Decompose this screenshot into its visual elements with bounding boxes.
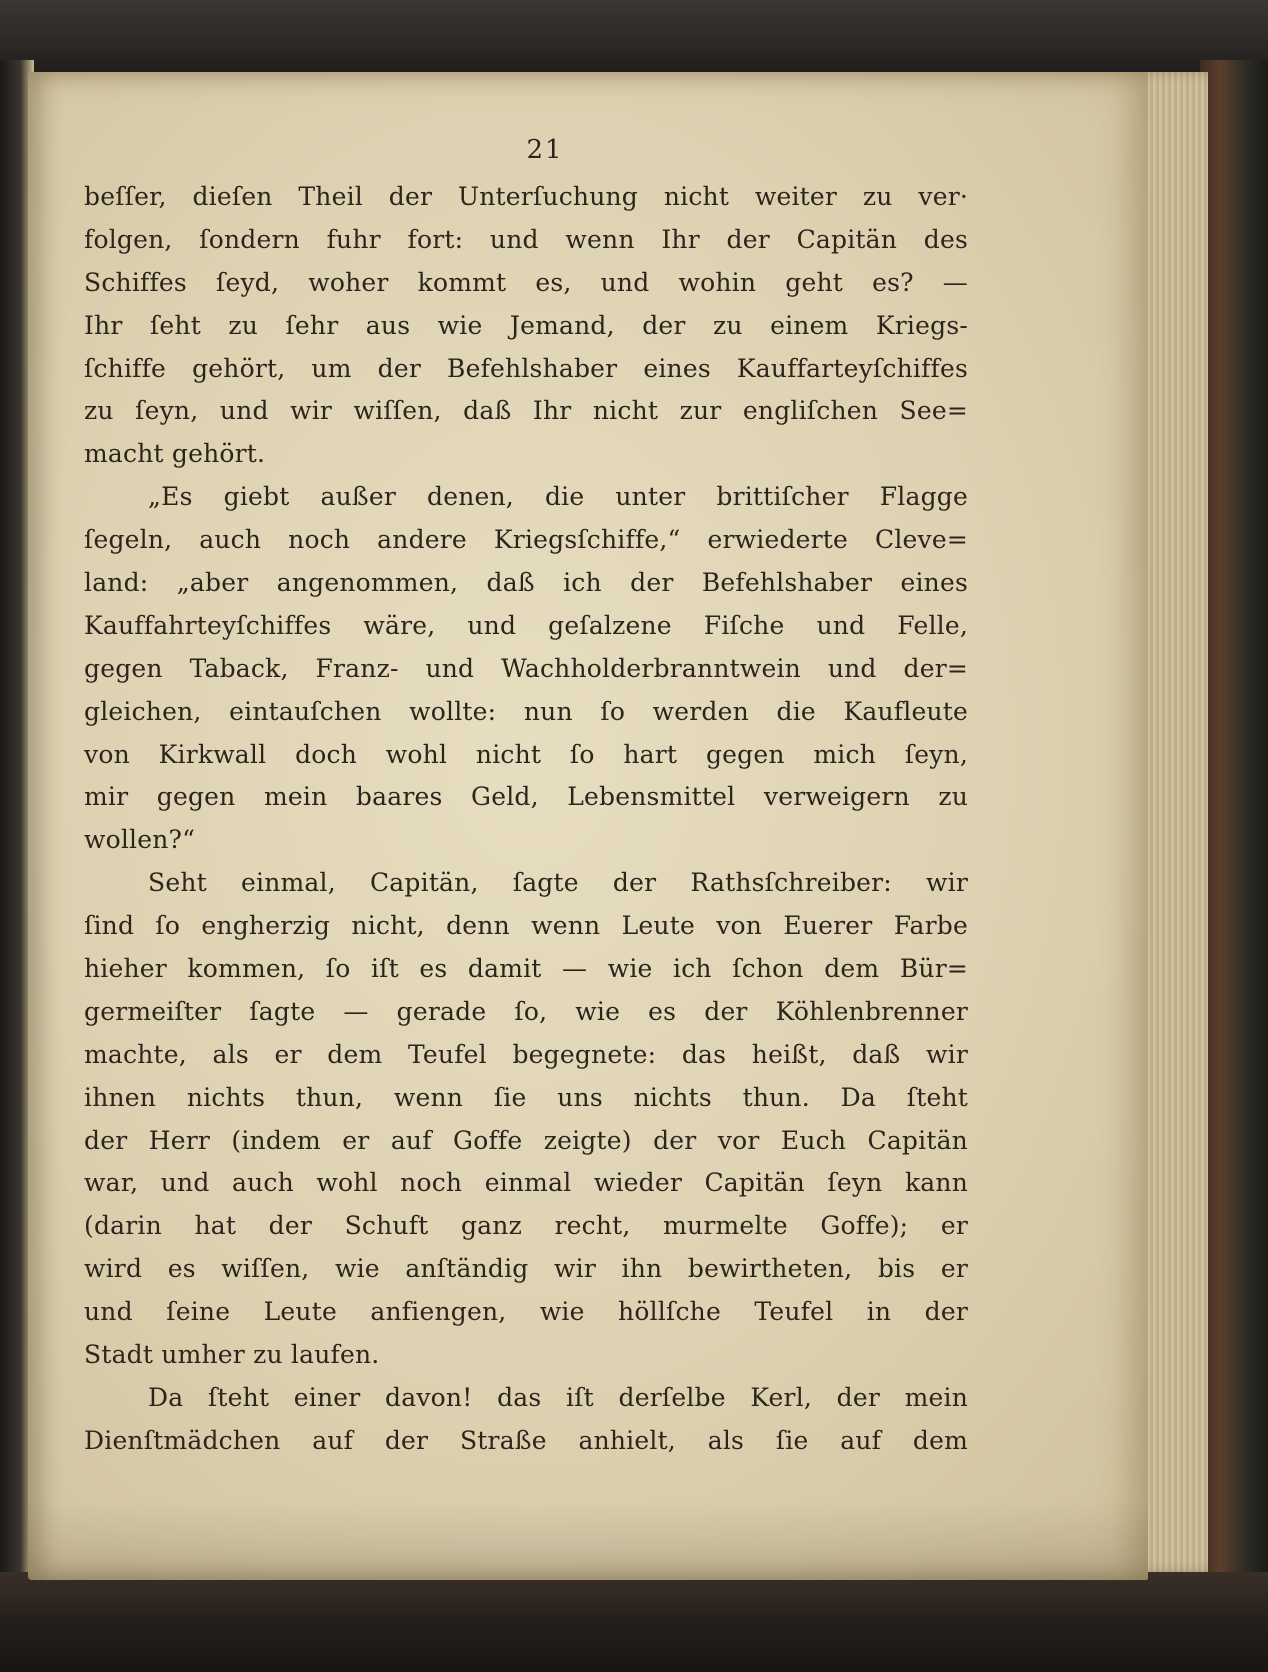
text-line: ihnen nichts thun, wenn ſie uns nichts thun. Da ſteht	[84, 1082, 968, 1112]
text-line: Ihr ſeht zu ſehr aus wie Jemand, der zu einem Kriegs-	[84, 310, 968, 340]
text-line: der Herr (indem er auf Goffe zeigte) der vor Euch Capitän	[84, 1125, 968, 1155]
page-number: 21	[526, 135, 564, 165]
text-line: war, und auch wohl noch einmal wieder Capitän ſeyn kann	[84, 1168, 968, 1198]
text-line: Stadt umher zu laufen.	[84, 1340, 380, 1370]
text-line: ſchiffe gehört, um der Befehlshaber eines Kauffarteyſchiffes	[84, 353, 968, 383]
text-line: zu ſeyn, und wir wiſſen, daß Ihr nicht zur engliſchen See=	[84, 396, 968, 426]
book-cover-bottom	[0, 1572, 1268, 1672]
book-cover-top	[0, 0, 1268, 80]
text-line: germeiſter ſagte — gerade ſo, wie es der Köhlenbrenner	[84, 996, 968, 1026]
text-line: ſegeln, auch noch andere Kriegsſchiffe,“ erwiederte Cleve=	[84, 525, 968, 555]
text-line: „Es giebt außer denen, die unter brittiſcher Flagge	[148, 482, 968, 512]
book-cover-right	[1200, 60, 1268, 1620]
text-line: wird es wiſſen, wie anſtändig wir ihn bewirtheten, bis er	[84, 1254, 968, 1284]
text-line: beſſer, dieſen Theil der Unterſuchung nicht weiter zu ver·	[84, 182, 968, 211]
text-line: gegen Taback, Franz- und Wachholderbranntwein und der=	[84, 653, 968, 683]
text-line: ſind ſo engherzig nicht, denn wenn Leute von Euerer Farbe	[84, 911, 968, 941]
text-line: mir gegen mein baares Geld, Lebensmittel verweigern zu	[84, 782, 968, 812]
text-line: Schiffes ſeyd, woher kommt es, und wohin geht es? —	[84, 267, 968, 297]
text-line: Da ſteht einer davon! das iſt derſelbe Kerl, der mein	[148, 1382, 968, 1412]
text-line: hieher kommen, ſo iſt es damit — wie ich ſchon dem Bür=	[84, 954, 968, 984]
text-line: Dienſtmädchen auf der Straße anhielt, als ſie auf dem	[84, 1425, 968, 1455]
page-text-block	[84, 176, 968, 1463]
text-line: Seht einmal, Capitän, ſagte der Rathsſchreiber: wir	[148, 868, 968, 898]
text-line: macht gehört.	[84, 439, 266, 469]
text-line: Kauffahrteyſchiffes wäre, und geſalzene Fiſche und Felle,	[84, 610, 968, 640]
text-line: gleichen, eintauſchen wollte: nun ſo werden die Kaufleute	[84, 696, 968, 726]
text-line: von Kirkwall doch wohl nicht ſo hart gegen mich ſeyn,	[84, 739, 968, 769]
text-line: folgen, ſondern fuhr fort: und wenn Ihr der Capitän des	[84, 224, 968, 254]
text-line: wollen?“	[84, 825, 196, 855]
text-line: und ſeine Leute anfiengen, wie höllſche Teufel in der	[84, 1297, 968, 1327]
text-line: machte, als er dem Teufel begegnete: das heißt, daß wir	[84, 1039, 968, 1069]
text-line: land: „aber angenommen, daß ich der Befehlshaber eines	[84, 568, 968, 598]
text-line: (darin hat der Schuft ganz recht, murmelte Goffe); er	[84, 1211, 968, 1241]
